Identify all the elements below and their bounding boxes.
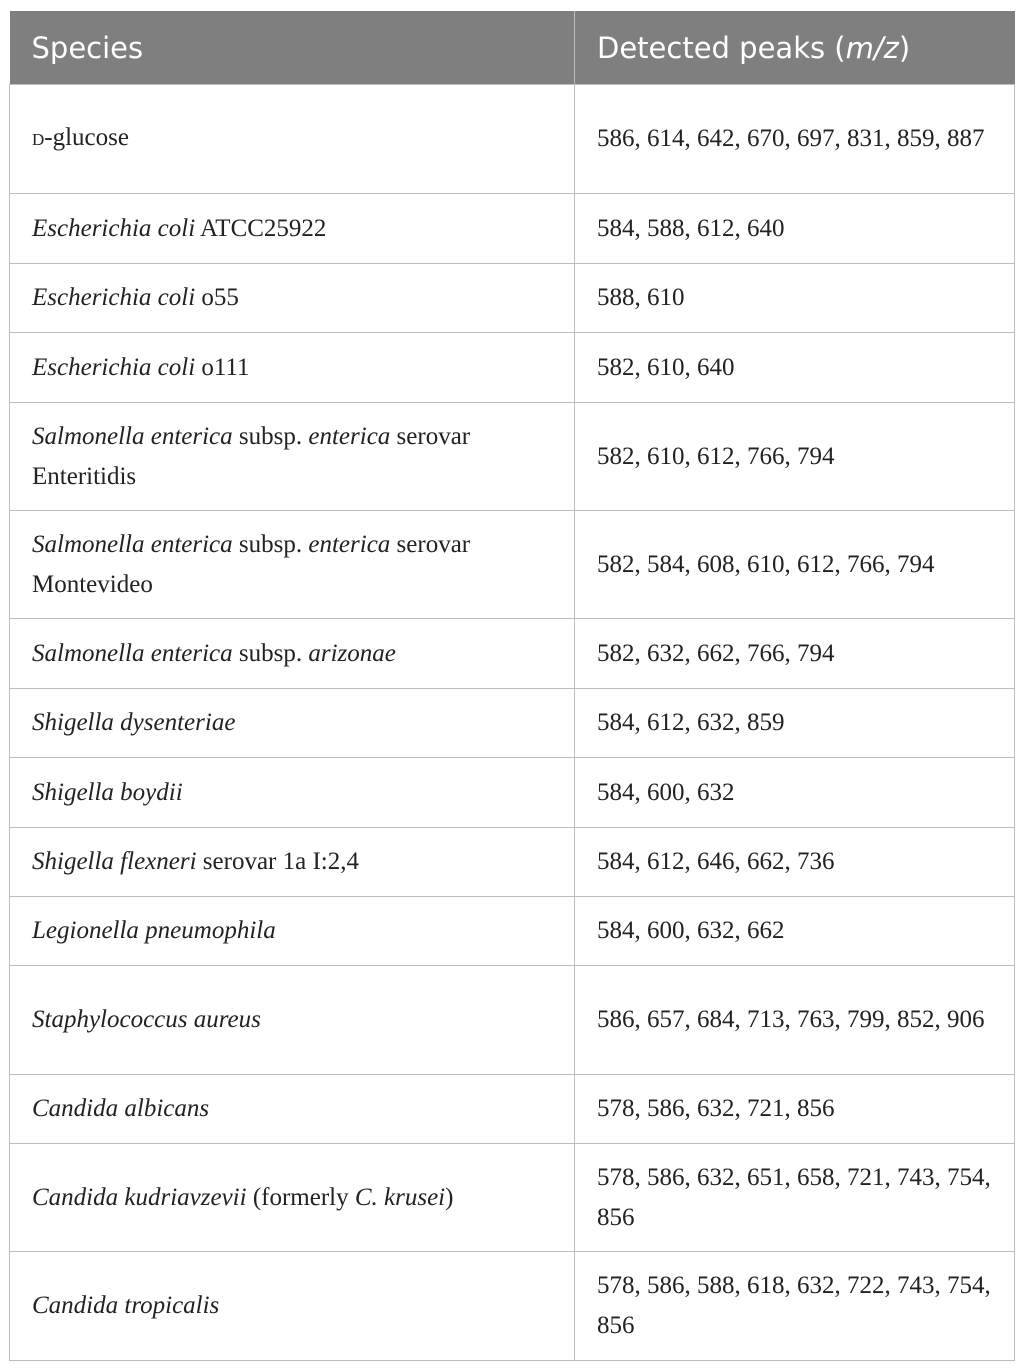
peaks-header-text: Detected peaks ( <box>597 30 846 65</box>
species-name-part: serovar Montevideo <box>32 530 471 598</box>
peaks-cell: 582, 632, 662, 766, 794 <box>575 619 1015 689</box>
table-row <box>10 1075 1015 1144</box>
species-cell <box>10 619 575 689</box>
species-cell <box>10 511 575 619</box>
table-row <box>10 403 1015 511</box>
species-name-part: o111 <box>195 353 250 381</box>
table-row <box>10 966 1015 1075</box>
peaks-cell: 584, 612, 646, 662, 736 <box>575 828 1015 897</box>
header-row <box>10 11 1015 85</box>
species-name-part: ) <box>445 1183 454 1211</box>
peaks-cell: 578, 586, 632, 721, 856 <box>575 1075 1015 1144</box>
species-name-part: Salmonella enterica <box>32 639 233 667</box>
species-name-part: D <box>32 130 45 149</box>
species-cell <box>10 828 575 897</box>
peaks-cell: 584, 600, 632, 662 <box>575 897 1015 966</box>
species-cell <box>10 1252 575 1361</box>
species-name-part: Escherichia coli <box>32 284 196 311</box>
species-header: Species <box>10 11 575 85</box>
species-name-part: Legionella pneumophila <box>32 917 276 944</box>
species-cell <box>10 333 575 403</box>
species-name-part: subsp. <box>232 422 309 450</box>
species-name-part: Candida albicans <box>32 1095 210 1122</box>
peaks-cell: 578, 586, 588, 618, 632, 722, 743, 754, 856 <box>575 1252 1015 1361</box>
peaks-cell: 582, 610, 612, 766, 794 <box>575 403 1015 511</box>
species-name-part: ATCC25922 <box>195 214 327 242</box>
table-row <box>10 264 1015 333</box>
species-cell <box>10 758 575 828</box>
species-name-part: enterica <box>308 530 391 558</box>
species-name-part: Staphylococcus aureus <box>32 1006 261 1033</box>
peaks-cell: 588, 610 <box>575 264 1015 333</box>
species-name-part: Escherichia coli <box>32 214 196 242</box>
peaks-cell: 586, 657, 684, 713, 763, 799, 852, 906 <box>575 966 1015 1075</box>
species-cell <box>10 1075 575 1144</box>
species-cell <box>10 1144 575 1252</box>
species-name-part: serovar Enteritidis <box>32 422 471 490</box>
species-name-part: Shigella dysenteriae <box>32 709 236 736</box>
species-name-part: serovar 1a I:2,4 <box>196 848 359 875</box>
species-name-part: Salmonella enterica <box>32 530 233 558</box>
table-row <box>10 194 1015 264</box>
peaks-cell: 586, 614, 642, 670, 697, 831, 859, 887 <box>575 85 1015 194</box>
table-row <box>10 333 1015 403</box>
table-row <box>10 1144 1015 1252</box>
species-cell <box>10 897 575 966</box>
table-row <box>10 1252 1015 1361</box>
peaks-header-suffix: ) <box>898 30 911 65</box>
species-name-part: o55 <box>195 284 239 311</box>
species-cell <box>10 689 575 758</box>
species-name-part: (formerly <box>246 1183 355 1211</box>
species-name-part: Candida kudriavzevii <box>32 1183 247 1211</box>
species-name-part: Shigella boydii <box>32 778 183 806</box>
table-row <box>10 758 1015 828</box>
species-name-part: Shigella flexneri <box>32 848 197 875</box>
table-row <box>10 85 1015 194</box>
table-row <box>10 511 1015 619</box>
species-peaks-table <box>9 11 1015 1361</box>
peaks-header-unit: m/z <box>845 30 899 65</box>
species-name-part: Escherichia coli <box>32 353 196 381</box>
species-cell <box>10 966 575 1075</box>
peaks-cell: 582, 610, 640 <box>575 333 1015 403</box>
species-name-part: Salmonella enterica <box>32 422 233 450</box>
peaks-header <box>575 11 1015 85</box>
species-name-part: arizonae <box>308 639 396 667</box>
table-row <box>10 689 1015 758</box>
species-name-part: -glucose <box>44 124 129 151</box>
species-name-part: subsp. <box>232 530 309 558</box>
species-name-part: Candida tropicalis <box>32 1292 220 1319</box>
table-row <box>10 897 1015 966</box>
peaks-cell: 578, 586, 632, 651, 658, 721, 743, 754, 856 <box>575 1144 1015 1252</box>
species-cell <box>10 264 575 333</box>
table-row <box>10 619 1015 689</box>
species-name-part: C. krusei <box>354 1183 446 1211</box>
table-row <box>10 828 1015 897</box>
species-cell <box>10 85 575 194</box>
species-cell <box>10 403 575 511</box>
species-name-part: enterica <box>308 422 391 450</box>
peaks-cell: 584, 600, 632 <box>575 758 1015 828</box>
species-cell <box>10 194 575 264</box>
peaks-cell: 584, 588, 612, 640 <box>575 194 1015 264</box>
peaks-cell: 582, 584, 608, 610, 612, 766, 794 <box>575 511 1015 619</box>
peaks-cell: 584, 612, 632, 859 <box>575 689 1015 758</box>
species-name-part: subsp. <box>232 639 309 667</box>
